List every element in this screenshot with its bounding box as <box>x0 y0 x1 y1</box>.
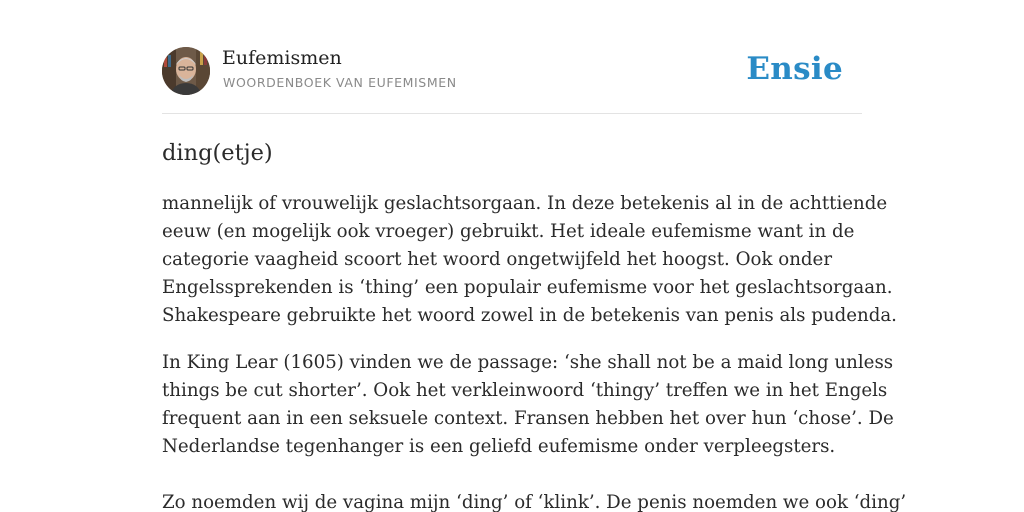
paragraph-1 <box>162 190 897 330</box>
site-header <box>162 0 862 114</box>
brand-logo[interactable]: Ensie <box>746 51 843 87</box>
paragraph-line: frequent aan in een seksuele context. Fransen hebben het over hun ‘chose’. De <box>162 408 894 429</box>
entry-title: ding(etje) <box>162 140 273 166</box>
page-container <box>162 0 907 512</box>
paragraph-line: In King Lear (1605) vinden we de passage: ‘she shall not be a maid long unless <box>162 352 894 373</box>
paragraph-line: Shakespeare gebruikte het woord zowel in de betekenis van penis als pudenda. <box>162 305 897 326</box>
paragraph-line: categorie vaagheid scoort het woord ongetwijfeld het hoogst. Ook onder <box>162 249 833 270</box>
paragraph-line: mannelijk of vrouwelijk geslachtsorgaan. In deze betekenis al in de achttiende <box>162 193 888 214</box>
paragraph-2 <box>162 349 894 461</box>
paragraph-3 <box>162 489 907 512</box>
paragraph-line: eeuw (en mogelijk ook vroeger) gebruikt. Het ideale eufemisme want in de <box>162 221 855 242</box>
paragraph-line: Zo noemden wij de vagina mijn ‘ding’ of ‘klink’. De penis noemden we ook ‘ding’ <box>162 492 907 512</box>
avatar-image <box>162 47 210 95</box>
author-avatar[interactable] <box>162 47 210 95</box>
site-subtitle[interactable]: WOORDENBOEK VAN EUFEMISMEN <box>223 75 457 90</box>
site-name[interactable]: Eufemismen <box>222 47 342 69</box>
paragraph-line: Engelssprekenden is ‘thing’ een populair eufemisme voor het geslachtsorgaan. <box>162 277 893 298</box>
paragraph-line: Nederlandse tegenhanger is een geliefd eufemisme onder verpleegsters. <box>162 436 836 457</box>
paragraph-line: things be cut shorter’. Ook het verkleinwoord ‘thingy’ treffen we in het Engels <box>162 380 888 401</box>
